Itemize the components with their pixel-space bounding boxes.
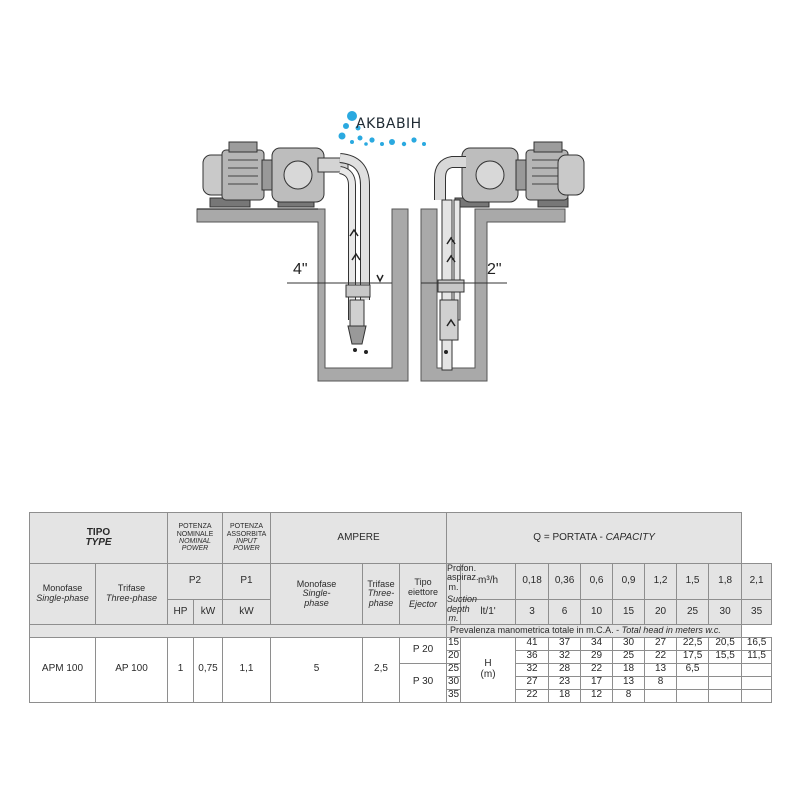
phase-label: phase	[304, 597, 329, 608]
head-h-label	[461, 637, 516, 702]
type-label: TYPE	[85, 537, 112, 548]
depth-label: depth m.	[447, 603, 470, 624]
ejector-label: Ejector	[409, 599, 438, 610]
amp-trifase-header	[363, 564, 400, 625]
ejector-p30: P 30	[400, 663, 447, 702]
head-value	[742, 676, 772, 689]
depth-cell: 25	[447, 663, 460, 675]
flow-m3h-7: 2,1	[742, 564, 772, 600]
hp-value: 1	[168, 637, 194, 702]
table-header-row	[30, 513, 772, 564]
p1-header: P1	[223, 564, 271, 600]
flow-m3h-3: 0,9	[613, 564, 645, 600]
suction-label: Suction	[447, 594, 478, 605]
head-value: 17	[581, 676, 613, 689]
power-label: POWER	[233, 545, 260, 553]
flow-lt-0: 3	[516, 600, 549, 624]
single-label: Single-	[302, 588, 331, 599]
three-phase-label: Three-phase	[105, 592, 158, 603]
head-value: 22	[581, 663, 613, 676]
suction-depth-header	[447, 563, 479, 625]
kw-value: 0,75	[194, 637, 223, 702]
head-value: 18	[549, 689, 581, 702]
logo-text: AKBABIH	[356, 116, 422, 132]
depth-cell: 35	[447, 689, 460, 701]
flow-m3h-5: 1,5	[677, 564, 709, 600]
flow-lt-1: 6	[549, 600, 581, 624]
left-well-wall	[197, 209, 408, 381]
trifase-header	[96, 564, 168, 625]
amp-monofase-header	[271, 564, 363, 625]
nominale-label: NOMINALE	[176, 530, 214, 538]
h-label: H	[484, 658, 492, 670]
head-value: 8	[645, 676, 677, 689]
head-value: 32	[516, 663, 549, 676]
depth-cell: 20	[447, 650, 460, 662]
tipo-header	[30, 513, 168, 564]
potenza-label: POTENZA	[178, 523, 212, 531]
three-label: Three-	[367, 588, 395, 599]
unit-lt: lt/1'	[461, 600, 516, 624]
table-subheader-row	[30, 564, 772, 600]
head-value: 32	[549, 650, 581, 663]
head-value: 22,5	[677, 637, 709, 650]
flow-lt-3: 15	[613, 600, 645, 624]
right-pipe-size-label: 2"	[487, 261, 502, 278]
monofase-label: Monofase	[42, 583, 83, 594]
head-value: 23	[549, 676, 581, 689]
head-value: 37	[549, 637, 581, 650]
tipo-label: TIPO	[86, 526, 111, 538]
kw-header: kW	[194, 600, 223, 624]
head-value	[645, 689, 677, 702]
input-power-header	[223, 513, 271, 564]
p2-header: P2	[168, 564, 223, 600]
head-value: 30	[613, 637, 645, 650]
table-note-row	[30, 624, 772, 637]
flow-lt-5: 25	[677, 600, 709, 624]
flow-m3h-1: 0,36	[549, 564, 581, 600]
aspiraz-label: aspiraz. m.	[447, 572, 479, 592]
left-pipes	[340, 158, 383, 354]
flow-lt-4: 20	[645, 600, 677, 624]
ampere-trifase-value: 2,5	[363, 637, 400, 702]
head-value	[677, 676, 709, 689]
head-value: 41	[516, 637, 549, 650]
phase-label: phase	[368, 597, 394, 608]
ejector-p20: P 20	[400, 637, 447, 663]
profon-label: Profon.	[447, 563, 477, 573]
monofase-label: Monofase	[296, 578, 337, 589]
table-row	[30, 637, 772, 650]
input-label: INPUT	[236, 538, 257, 545]
model-monofase: APM 100	[30, 637, 96, 702]
prevalenza-label: Prevalenza manometrica totale in m.C.A. -	[450, 624, 622, 635]
spacer-cell	[30, 624, 447, 637]
head-value	[709, 663, 742, 676]
head-value: 8	[613, 689, 645, 702]
ampere-header: AMPERE	[271, 513, 447, 564]
monofase-header	[30, 564, 96, 625]
head-value: 18	[613, 663, 645, 676]
trifase-label: Trifase	[117, 583, 146, 594]
left-pipe-size-label: 4"	[293, 261, 308, 278]
nominal-label: NOMINAL	[179, 538, 211, 545]
p1-value: 1,1	[223, 637, 271, 702]
ampere-monofase-value: 5	[271, 637, 363, 702]
flow-lt-7: 35	[742, 600, 772, 624]
head-value	[677, 689, 709, 702]
flow-lt-6: 30	[709, 600, 742, 624]
head-value	[709, 676, 742, 689]
head-value: 15,5	[709, 650, 742, 663]
capacity-label: CAPACITY	[605, 531, 655, 543]
head-value: 22	[645, 650, 677, 663]
head-value	[742, 689, 772, 702]
total-head-note	[447, 624, 742, 637]
head-value: 36	[516, 650, 549, 663]
trifase-label: Trifase	[367, 578, 395, 589]
flow-m3h-0: 0,18	[516, 564, 549, 600]
nominal-power-header	[168, 513, 223, 564]
flow-lt-2: 10	[581, 600, 613, 624]
head-value: 16,5	[742, 637, 772, 650]
right-pipes	[438, 200, 464, 370]
head-value: 11,5	[742, 650, 772, 663]
head-value: 12	[581, 689, 613, 702]
head-value	[709, 689, 742, 702]
model-trifase: AP 100	[96, 637, 168, 702]
single-phase-label: Single-phase	[36, 592, 89, 603]
head-value	[742, 663, 772, 676]
depth-cell: 15	[447, 637, 460, 649]
head-value: 6,5	[677, 663, 709, 676]
kw-p1-header: kW	[223, 600, 271, 624]
power-label: POWER	[181, 545, 209, 553]
hp-header: HP	[168, 600, 194, 624]
unit-m3h: m³/h	[461, 564, 516, 600]
total-head-label: Total head in meters w.c.	[621, 624, 721, 635]
head-value: 27	[516, 676, 549, 689]
head-value: 28	[549, 663, 581, 676]
head-value: 22	[516, 689, 549, 702]
head-value: 20,5	[709, 637, 742, 650]
capacity-header	[447, 513, 742, 564]
right-pump-icon	[440, 142, 584, 207]
performance-table	[29, 512, 772, 703]
head-value: 17,5	[677, 650, 709, 663]
flow-m3h-4: 1,2	[645, 564, 677, 600]
ejector-type-header	[400, 564, 447, 625]
left-pump-icon	[203, 142, 348, 207]
flow-m3h-6: 1,8	[709, 564, 742, 600]
portata-label: Q = PORTATA -	[533, 531, 606, 543]
depth-cell: 30	[447, 676, 460, 688]
head-value: 13	[613, 676, 645, 689]
head-value: 13	[645, 663, 677, 676]
potenza-label: POTENZA	[229, 523, 264, 531]
head-value: 34	[581, 637, 613, 650]
eiettore-label: eiettore	[408, 586, 439, 597]
head-value: 25	[613, 650, 645, 663]
flow-m3h-2: 0,6	[581, 564, 613, 600]
head-value: 27	[645, 637, 677, 650]
head-value: 29	[581, 650, 613, 663]
tipo-label: Tipo	[414, 577, 432, 588]
assorbita-label: ASSORBITA	[226, 530, 267, 538]
m-unit-label: (m)	[480, 668, 496, 680]
